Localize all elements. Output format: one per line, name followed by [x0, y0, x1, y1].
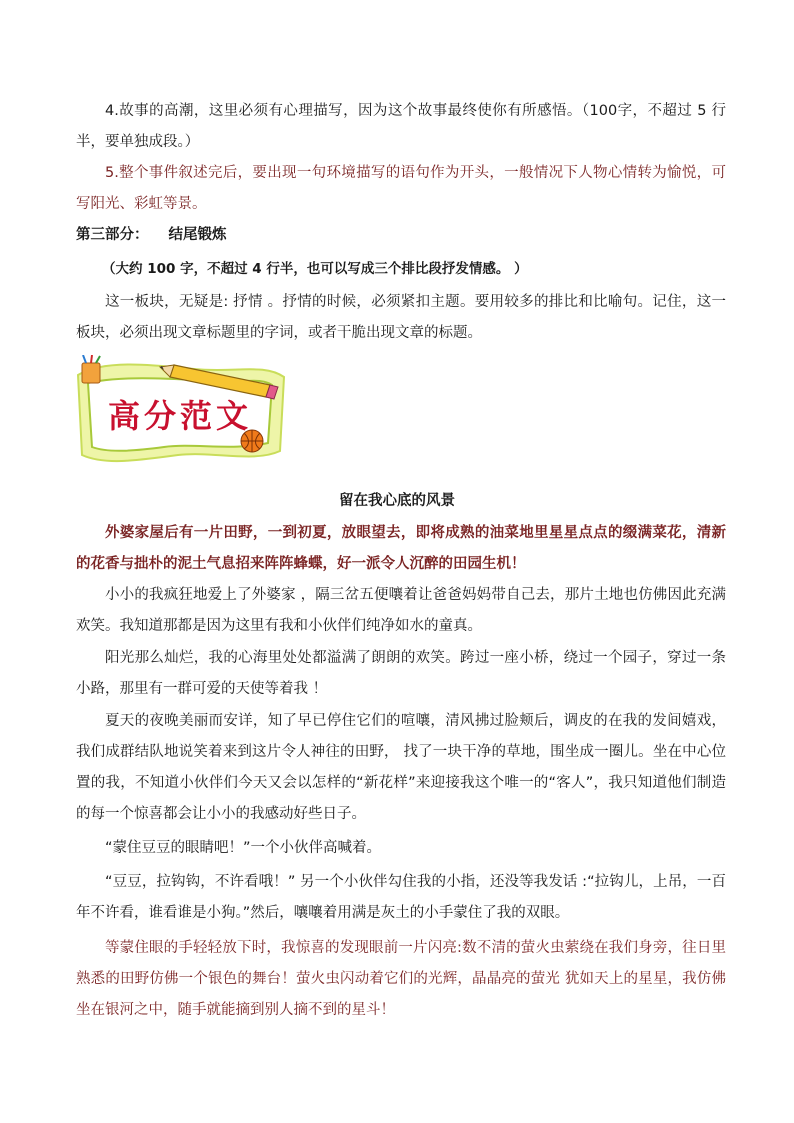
- essay-title: 留在我心底的风景: [339, 493, 455, 509]
- essay-paragraph: 小小的我疯狂地爱上了外婆家 ，隔三岔五便嚷着让爸爸妈妈带自己去，那片土地也仿佛因此充满欢笑。我知道那都是因为这里有我和小伙伴们纯净如水的童真。: [76, 587, 726, 634]
- paragraph-item-5: 5.整个事件叙述完后，要出现一句环境描写的语句作为开头，一般情况下人物心情转为愉悦，可写阳光、彩虹等景。: [76, 165, 726, 212]
- section-body: 这一板块，无疑是: 抒情 。抒情的时候，必须紧扣主题。要用较多的排比和比喻句。记住，这一板块，必须出现文章标题里的字词，或者干脆出现文章的标题。: [76, 294, 726, 341]
- section-heading: [76, 220, 227, 251]
- essay-paragraph: 外婆家屋后有一片田野，一到初夏，放眼望去，即将成熟的油菜地里星星点点的缀满菜花，清新的花香与拙朴的泥土气息招来阵阵蜂蝶，好一派令人沉醉的田园生机！: [76, 525, 726, 572]
- section-note: （大约 100 字，不超过 4 行半，也可以写成三个排比段抒发情感。 ）: [102, 261, 528, 277]
- essay-paragraph: 等蒙住眼的手轻轻放下时，我惊喜的发现眼前一片闪亮:数不清的萤火虫萦绕在我们身旁，往日里熟悉的田野仿佛一个银色的舞台！萤火虫闪动着它们的光辉，晶晶亮的萤光 犹如天上的星星，我仿佛坐在银河之中，随手就能摘到别人摘不到的星斗！: [76, 940, 726, 1018]
- essay-paragraph: “豆豆，拉钩钩，不许看哦！” 另一个小伙伴勾住我的小指，还没等我发话 :“拉钩儿，上吊，一百年不许看，谁看谁是小狗。”然后，嚷嚷着用满是灰土的小手蒙住了我的双眼。: [76, 874, 726, 921]
- essay-paragraph: “蒙住豆豆的眼睛吧！”一个小伙伴高喊着。: [105, 840, 382, 856]
- paragraph-item-4: 4.故事的高潮，这里必须有心理描写，因为这个故事最终使你有所感悟。（100字，不超过 5 行半，要单独成段。）: [76, 103, 726, 150]
- pencil-cup-icon: [82, 355, 100, 383]
- banner-graphic: [74, 355, 286, 467]
- banner-title: 高分范文: [107, 397, 253, 435]
- essay-paragraph: 夏天的夜晚美丽而安详，知了早已停住它们的喧嚷，清风拂过脸颊后，调皮的在我的发间嬉戏，我们成群结队地说笑着来到这片令人神往的田野， 找了一块干净的草地，围坐成一圈儿。坐在中心位置的我，不知道小伙伴们今天又会以怎样的“新花样”来迎接我这个唯一的“客人”，我只知道他们制造的每一个惊喜都会让小小的我感动好些日子。: [76, 713, 726, 822]
- section-heading-subtitle: 结尾锻炼: [168, 227, 227, 243]
- section-heading-label: 第三部分：: [76, 227, 149, 243]
- essay-paragraph: 阳光那么灿烂，我的心海里处处都溢满了朗朗的欢笑。跨过一座小桥，绕过一个园子，穿过一条小路，那里有一群可爱的天使等着我 ！: [76, 650, 726, 697]
